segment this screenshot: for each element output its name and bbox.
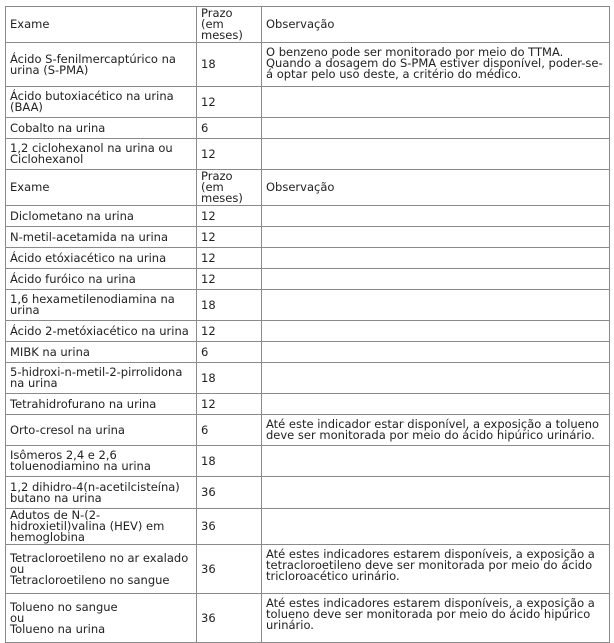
cell-observacao [262, 206, 610, 227]
table-row [6, 477, 610, 509]
cell-observacao [262, 363, 610, 394]
cell-prazo: 12 [197, 321, 262, 342]
cell-exame: Tetracloroetileno no ar exalado ou Tetracloroetileno no sangue [6, 545, 197, 594]
cell-exame: Adutos de N-(2-hidroxietil)valina (HEV) em hemoglobina [6, 509, 197, 545]
table-row [6, 118, 610, 139]
cell-prazo: 36 [197, 477, 262, 509]
cell-exame: Orto-cresol na urina [6, 415, 197, 446]
table-row [6, 342, 610, 363]
cell-exame: Ácido S-fenilmercaptúrico na urina (S-PMA) [6, 43, 197, 87]
cell-exame: Isômeros 2,4 e 2,6 toluenodiamino na urina [6, 446, 197, 477]
table-row [6, 545, 610, 594]
exam-table [5, 6, 610, 643]
table-row [6, 394, 610, 415]
cell-observacao [262, 394, 610, 415]
cell-prazo: 36 [197, 545, 262, 594]
cell-prazo: 36 [197, 594, 262, 643]
cell-observacao [262, 342, 610, 363]
cell-observacao [262, 248, 610, 269]
cell-exame: Ácido etóxiacético na urina [6, 248, 197, 269]
cell-observacao: Até estes indicadores estarem disponíveis, a exposição a tetracloroetileno deve ser monitorada por meio do ácido tricloroacético urinário. [262, 545, 610, 594]
cell-exame: Tetrahidrofurano na urina [6, 394, 197, 415]
cell-prazo: 12 [197, 269, 262, 290]
table-row [6, 206, 610, 227]
subheader-row [6, 170, 610, 206]
cell-observacao [262, 509, 610, 545]
cell-prazo: 12 [197, 206, 262, 227]
cell-prazo: 12 [197, 227, 262, 248]
subheader-observacao: Observação [262, 170, 610, 206]
table-row [6, 290, 610, 321]
cell-observacao [262, 139, 610, 170]
table-row [6, 139, 610, 170]
table-row [6, 415, 610, 446]
header-observacao: Observação [262, 7, 610, 43]
cell-observacao [262, 446, 610, 477]
cell-prazo: 18 [197, 290, 262, 321]
cell-prazo: 6 [197, 118, 262, 139]
cell-observacao [262, 321, 610, 342]
cell-observacao: Até estes indicadores estarem disponíveis, a exposição a tolueno deve ser monitorada por meio do ácido hipúrico urinário. [262, 594, 610, 643]
cell-prazo: 12 [197, 87, 262, 118]
cell-exame: 1,2 dihidro-4(n-acetilcisteína) butano na urina [6, 477, 197, 509]
cell-exame: Ácido 2-metóxiacético na urina [6, 321, 197, 342]
cell-exame: 5-hidroxi-n-metil-2-pirrolidona na urina [6, 363, 197, 394]
header-row [6, 7, 610, 43]
cell-observacao [262, 227, 610, 248]
table-row [6, 321, 610, 342]
cell-exame: Cobalto na urina [6, 118, 197, 139]
cell-observacao [262, 118, 610, 139]
table-row [6, 248, 610, 269]
cell-prazo: 36 [197, 509, 262, 545]
cell-observacao [262, 269, 610, 290]
table-row [6, 227, 610, 248]
cell-observacao: O benzeno pode ser monitorado por meio do TTMA. Quando a dosagem do S-PMA estiver disponível, poder-se-á optar pelo uso deste, a critério do médico. [262, 43, 610, 87]
cell-observacao [262, 87, 610, 118]
table-row [6, 509, 610, 545]
table-row [6, 446, 610, 477]
cell-prazo: 6 [197, 342, 262, 363]
header-prazo: Prazo (em meses) [197, 7, 262, 43]
cell-exame: Tolueno no sangue ou Tolueno na urina [6, 594, 197, 643]
cell-prazo: 6 [197, 415, 262, 446]
table-row [6, 269, 610, 290]
cell-prazo: 18 [197, 446, 262, 477]
table-row [6, 87, 610, 118]
cell-exame: 1,6 hexametilenodiamina na urina [6, 290, 197, 321]
cell-observacao: Até este indicador estar disponível, a exposição a tolueno deve ser monitorada por meio do ácido hipúrico urinário. [262, 415, 610, 446]
subheader-prazo: Prazo (em meses) [197, 170, 262, 206]
cell-prazo: 18 [197, 43, 262, 87]
cell-prazo: 12 [197, 139, 262, 170]
table-row [6, 363, 610, 394]
cell-exame: Ácido butoxiacético na urina (BAA) [6, 87, 197, 118]
cell-exame: MIBK na urina [6, 342, 197, 363]
cell-prazo: 12 [197, 248, 262, 269]
cell-prazo: 18 [197, 363, 262, 394]
subheader-exame: Exame [6, 170, 197, 206]
cell-prazo: 12 [197, 394, 262, 415]
table-row [6, 43, 610, 87]
cell-observacao [262, 477, 610, 509]
cell-observacao [262, 290, 610, 321]
cell-exame: Diclometano na urina [6, 206, 197, 227]
table-row [6, 594, 610, 643]
cell-exame: N-metil-acetamida na urina [6, 227, 197, 248]
cell-exame: 1,2 ciclohexanol na urina ou Ciclohexanol [6, 139, 197, 170]
cell-exame: Ácido furóico na urina [6, 269, 197, 290]
header-exame: Exame [6, 7, 197, 43]
